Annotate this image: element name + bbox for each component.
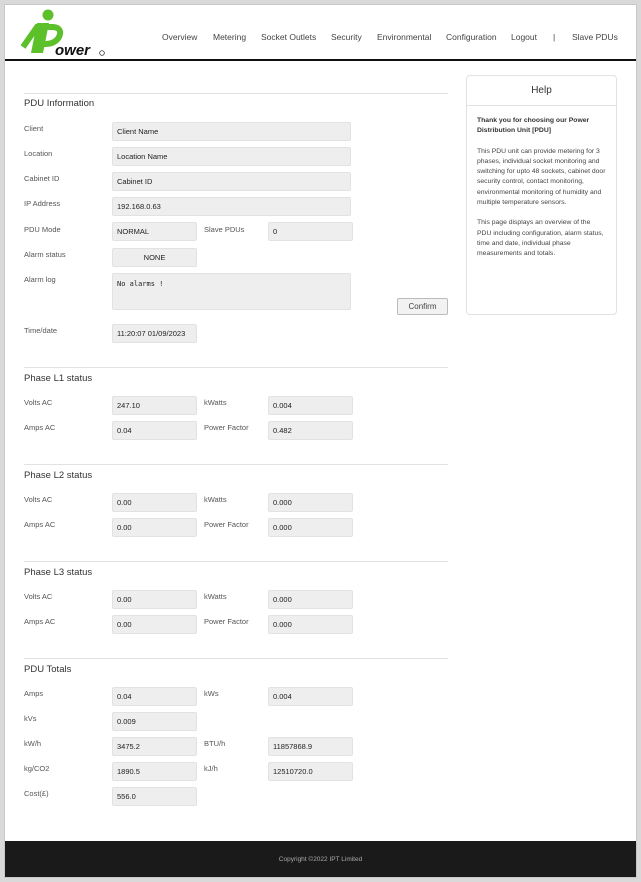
help-divider [467, 105, 616, 106]
totals-btu-value: 11857868.9 [268, 737, 353, 756]
l2-amps-label: Amps AC [24, 520, 56, 529]
l3-amps-value: 0.00 [112, 615, 197, 634]
totals-co2-value: 1890.5 [112, 762, 197, 781]
l1-amps-value: 0.04 [112, 421, 197, 440]
l3-amps-label: Amps AC [24, 617, 56, 626]
l1-volts-label: Volts AC [24, 398, 53, 407]
totals-kws-value: 0.004 [268, 687, 353, 706]
section-divider [24, 464, 448, 465]
svg-text:ower: ower [55, 42, 91, 57]
help-panel [466, 75, 617, 315]
l2-pf-label: Power Factor [204, 520, 249, 529]
time-date-value: 11:20:07 01/09/2023 [112, 324, 197, 343]
pdu-mode-value: NORMAL [112, 222, 197, 241]
section-divider [24, 367, 448, 368]
l1-kwatts-value: 0.004 [268, 396, 353, 415]
phase-l3-title: Phase L3 status [24, 567, 93, 578]
location-label: Location [24, 149, 53, 158]
cabinet-id-label: Cabinet ID [24, 174, 60, 183]
nav-logout[interactable]: Logout [511, 32, 537, 42]
totals-kvs-value: 0.009 [112, 712, 197, 731]
pdu-info-title: PDU Information [24, 98, 95, 109]
l2-volts-label: Volts AC [24, 495, 53, 504]
ipower-logo[interactable] [19, 9, 105, 57]
totals-amps-label: Amps [24, 689, 44, 698]
l3-volts-value: 0.00 [112, 590, 197, 609]
pdu-totals-title: PDU Totals [24, 664, 72, 675]
totals-kjh-label: kJ/h [204, 764, 218, 773]
totals-cost-value: 556.0 [112, 787, 197, 806]
totals-kjh-value: 12510720.0 [268, 762, 353, 781]
l3-kwatts-label: kWatts [204, 592, 227, 601]
nav-socket-outlets[interactable]: Socket Outlets [261, 32, 317, 42]
l1-kwatts-label: kWatts [204, 398, 227, 407]
l3-pf-label: Power Factor [204, 617, 249, 626]
header [5, 5, 636, 61]
pdu-mode-label: PDU Mode [24, 225, 61, 234]
slave-pdus-value: 0 [268, 222, 353, 241]
page-frame [4, 4, 637, 878]
slave-pdus-label: Slave PDUs [204, 225, 245, 234]
totals-btu-label: BTU/h [204, 739, 226, 748]
confirm-button[interactable]: Confirm [397, 298, 448, 315]
totals-kwh-label: kW/h [24, 739, 42, 748]
copyright-text: Copyright ©2022 IPT Limited [278, 855, 363, 863]
totals-cost-label: Cost(£) [24, 789, 49, 798]
totals-amps-value: 0.04 [112, 687, 197, 706]
nav-separator: | [553, 32, 556, 42]
time-date-label: Time/date [24, 326, 58, 335]
l2-pf-value: 0.000 [268, 518, 353, 537]
totals-kwh-value: 3475.2 [112, 737, 197, 756]
l2-kwatts-label: kWatts [204, 495, 227, 504]
l1-pf-value: 0.482 [268, 421, 353, 440]
nav-security[interactable]: Security [331, 32, 362, 42]
help-title: Help [531, 85, 552, 96]
footer [5, 841, 636, 877]
nav-slave-pdus[interactable]: Slave PDUs [572, 32, 618, 42]
alarm-status-value: NONE [112, 248, 197, 267]
totals-co2-label: kg/CO2 [24, 764, 50, 773]
l1-pf-label: Power Factor [204, 423, 249, 432]
cabinet-id-value: Cabinet ID [112, 172, 351, 191]
location-value: Location Name [112, 147, 351, 166]
l2-kwatts-value: 0.000 [268, 493, 353, 512]
section-divider [24, 658, 448, 659]
l2-amps-value: 0.00 [112, 518, 197, 537]
alarm-log-textarea[interactable]: No alarms ! [112, 273, 351, 310]
alarm-status-label: Alarm status [24, 250, 66, 259]
section-divider [24, 93, 448, 94]
nav-metering[interactable]: Metering [213, 32, 247, 42]
help-intro: Thank you for choosing our Power Distribution Unit [PDU] [477, 117, 590, 135]
l3-kwatts-value: 0.000 [268, 590, 353, 609]
help-paragraph: This PDU unit can provide metering for 3 phases, individual socket monitoring and switching for upto 48 sockets, cabinet door security control, contact monitoring, environmental monitoring of humidity and multiple temperature sensors. [477, 147, 606, 207]
totals-kvs-label: kVs [24, 714, 37, 723]
ip-address-value: 192.168.0.63 [112, 197, 351, 216]
nav-overview[interactable]: Overview [162, 32, 198, 42]
section-divider [24, 561, 448, 562]
l3-pf-value: 0.000 [268, 615, 353, 634]
phase-l2-title: Phase L2 status [24, 470, 93, 481]
l3-volts-label: Volts AC [24, 592, 53, 601]
nav-environmental[interactable]: Environmental [377, 32, 432, 42]
phase-l1-title: Phase L1 status [24, 373, 93, 384]
totals-kws-label: kWs [204, 689, 219, 698]
alarm-log-label: Alarm log [24, 275, 56, 284]
l1-volts-value: 247.10 [112, 396, 197, 415]
help-paragraph: This page displays an overview of the PDU including configuration, alarm status, time and date, individual phase measurements and totals. [477, 219, 604, 258]
client-label: Client [24, 124, 44, 133]
l2-volts-value: 0.00 [112, 493, 197, 512]
ip-address-label: IP Address [24, 199, 61, 208]
nav-configuration[interactable]: Configuration [446, 32, 497, 42]
l1-amps-label: Amps AC [24, 423, 56, 432]
client-value: Client Name [112, 122, 351, 141]
